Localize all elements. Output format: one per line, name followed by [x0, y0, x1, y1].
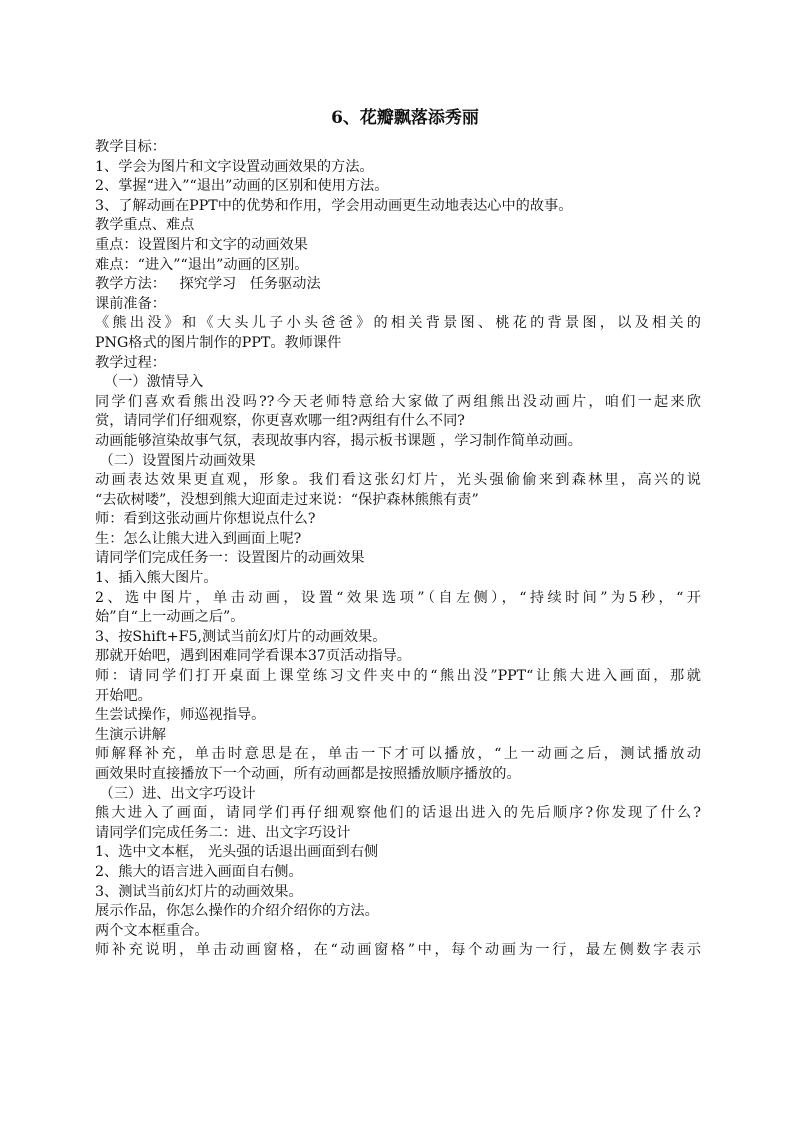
text-line: 请同学们完成任务二：进、出文字巧设计: [95, 824, 351, 841]
text-line: 3、了解动画在PPT中的优势和作用，学会用动画更生动地表达心中的故事。: [95, 197, 573, 214]
text-line: 教学方法： 探究学习 任务驱动法: [95, 276, 321, 293]
text-line: 赏，请同学们仔细观察，你更喜欢哪一组?两组有什么不同?: [95, 413, 465, 430]
text-line: “去砍树喽”，没想到熊大迎面走过来说：“保护森林熊熊有责”: [95, 491, 479, 508]
lesson-title: 6、花瓣飘落添秀丽: [331, 108, 479, 128]
text-line: 2、选中图片，单击动画，设置“效果选项”（自左侧），“持续时间”为5秒，“开: [95, 589, 701, 606]
text-line: 3、测试当前幻灯片的动画效果。: [95, 883, 303, 900]
text-line: 课前准备：: [95, 295, 166, 312]
text-line: （一）激情导入: [95, 374, 204, 391]
text-line: 开始吧。: [95, 687, 152, 704]
text-line: 师：看到这张动画片你想说点什么?: [95, 511, 316, 528]
text-line: PNG格式的图片制作的PPT。教师课件: [95, 334, 342, 351]
text-line: 难点：“进入”“退出”动画的区别。: [95, 256, 309, 273]
text-line: 展示作品，你怎么操作的介绍介绍你的方法。: [95, 903, 379, 920]
text-line: 同学们喜欢看熊出没吗??今天老师特意给大家做了两组熊出没动画片，咱们一起来欣: [95, 393, 701, 410]
text-line: 两个文本框重合。: [95, 922, 209, 939]
text-line: 教学目标：: [95, 139, 166, 155]
text-line: 生尝试操作，师巡视指导。: [95, 707, 266, 724]
text-line: 3、按Shift+F5,测试当前幻灯片的动画效果。: [95, 628, 387, 645]
text-line: 1、学会为图片和文字设置动画效果的方法。: [95, 158, 374, 175]
text-line: 熊大进入了画面，请同学们再仔细观察他们的话退出进入的先后顺序?你发现了什么?: [95, 805, 701, 822]
text-line: 《熊出没》和《大头儿子小头爸爸》的相关背景图、桃花的背景图，以及相关的: [95, 315, 701, 332]
text-line: 师解释补充，单击时意思是在，单击一下才可以播放，“上一动画之后，测试播放动: [95, 746, 701, 763]
text-line: 生：怎么让熊大进入到画面上呢?: [95, 530, 302, 547]
text-line: 画效果时直接播放下一个动画，所有动画都是按照播放顺序播放的。: [95, 766, 521, 782]
text-line: 2、掌握“进入”“退出”动画的区别和使用方法。: [95, 178, 389, 195]
text-line: 生演示讲解: [95, 726, 166, 743]
lesson-body: [95, 138, 701, 961]
text-line: 始”自“上一动画之后”。: [95, 609, 245, 626]
text-line: 1、插入熊大图片。: [95, 570, 218, 587]
text-line: 师：请同学们打开桌面上课堂练习文件夹中的“熊出没”PPT“让熊大进入画面，那就: [95, 668, 701, 685]
text-line: 教学过程：: [95, 354, 166, 371]
text-line: （二）设置图片动画效果: [95, 452, 256, 469]
text-line: 教学重点、难点: [95, 217, 195, 234]
text-line: 重点：设置图片和文字的动画效果: [95, 236, 308, 253]
text-line: 师补充说明，单击动画窗格，在“动画窗格”中，每个动画为一行，最左侧数字表示: [95, 942, 701, 959]
text-line: 那就开始吧，遇到困难同学看课本37页活动指导。: [95, 648, 411, 665]
text-line: 动画表达效果更直观，形象。我们看这张幻灯片，光头强偷偷来到森林里，高兴的说: [95, 472, 701, 489]
text-line: 1、选中文本框， 光头强的话退出画面到右侧: [95, 844, 379, 861]
text-line: 动画能够渲染故事气氛，表现故事内容，揭示板书课题 ，学习制作简单动画。: [95, 432, 582, 449]
text-line: 请同学们完成任务一：设置图片的动画效果: [95, 550, 365, 567]
text-line: （三）进、出文字巧设计: [95, 785, 256, 802]
text-line: 2、熊大的语言进入画面自右侧。: [95, 863, 303, 880]
